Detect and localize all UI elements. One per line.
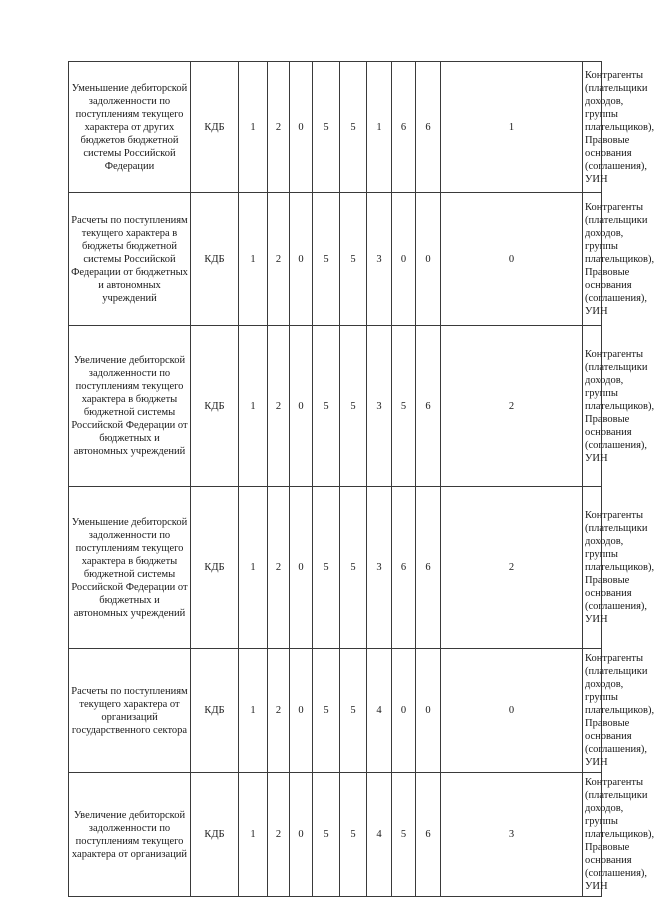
row-digit: 5 <box>392 326 416 487</box>
row-description: Увеличение дебиторской задолженности по поступлениям текущего характера от организаций <box>69 773 191 897</box>
row-digit: 0 <box>290 773 313 897</box>
row-analytics: Контрагенты (плательщики доходов, группы плательщиков), Правовые основания (соглашения), УИН <box>583 487 602 649</box>
row-digit: 5 <box>340 773 367 897</box>
row-digit: 2 <box>268 62 290 193</box>
table-row <box>69 773 602 897</box>
row-digit: 3 <box>367 326 392 487</box>
row-digit: 5 <box>313 649 340 773</box>
row-digit: 6 <box>392 62 416 193</box>
row-analytics: Контрагенты (плательщики доходов, группы плательщиков), Правовые основания (соглашения), УИН <box>583 193 602 326</box>
row-digit: 5 <box>340 193 367 326</box>
row-digit: 5 <box>313 62 340 193</box>
table-row <box>69 326 602 487</box>
row-digit: 1 <box>239 193 268 326</box>
row-analytics: Контрагенты (плательщики доходов, группы плательщиков), Правовые основания (соглашения), УИН <box>583 62 602 193</box>
row-analytics: Контрагенты (плательщики доходов, группы плательщиков), Правовые основания (соглашения), УИН <box>583 773 602 897</box>
row-code: КДБ <box>191 773 239 897</box>
row-analytics: Контрагенты (плательщики доходов, группы плательщиков), Правовые основания (соглашения), УИН <box>583 649 602 773</box>
row-digit: 0 <box>392 193 416 326</box>
row-digit: 2 <box>441 326 583 487</box>
accounts-table <box>68 61 654 897</box>
row-digit: 0 <box>416 193 441 326</box>
row-digit: 0 <box>290 193 313 326</box>
row-digit: 2 <box>268 773 290 897</box>
row-digit: 4 <box>367 773 392 897</box>
row-digit: 2 <box>268 649 290 773</box>
table-row <box>69 62 602 193</box>
row-description: Расчеты по поступлениям текущего характера в бюджеты бюджетной системы Российской Федерации от бюджетных и автономных учреждений <box>69 193 191 326</box>
row-digit: 1 <box>239 773 268 897</box>
row-digit: 0 <box>290 649 313 773</box>
row-code: КДБ <box>191 62 239 193</box>
row-digit: 0 <box>416 649 441 773</box>
row-digit: 1 <box>239 487 268 649</box>
row-digit: 2 <box>268 326 290 487</box>
row-digit: 1 <box>239 62 268 193</box>
row-digit: 0 <box>441 193 583 326</box>
table-row <box>69 649 602 773</box>
row-digit: 1 <box>239 326 268 487</box>
row-digit: 3 <box>441 773 583 897</box>
row-digit: 6 <box>392 487 416 649</box>
row-digit: 5 <box>340 326 367 487</box>
row-digit: 6 <box>416 62 441 193</box>
row-digit: 4 <box>367 649 392 773</box>
row-code: КДБ <box>191 487 239 649</box>
row-description: Расчеты по поступлениям текущего характера от организаций государственного сектора <box>69 649 191 773</box>
row-digit: 3 <box>367 193 392 326</box>
row-code: КДБ <box>191 326 239 487</box>
table-row <box>69 487 602 649</box>
row-description: Увеличение дебиторской задолженности по поступлениям текущего характера в бюджеты бюджетной системы Российской Федерации от бюджетных и автономных учреждений <box>69 326 191 487</box>
row-digit: 5 <box>313 487 340 649</box>
row-digit: 1 <box>441 62 583 193</box>
row-description: Уменьшение дебиторской задолженности по поступлениям текущего характера в бюджеты бюджетной системы Российской Федерации от бюджетных и автономных учреждений <box>69 487 191 649</box>
table-row <box>69 193 602 326</box>
row-digit: 0 <box>290 487 313 649</box>
row-digit: 5 <box>340 487 367 649</box>
row-digit: 5 <box>340 649 367 773</box>
row-digit: 2 <box>268 193 290 326</box>
row-digit: 6 <box>416 326 441 487</box>
row-code: КДБ <box>191 193 239 326</box>
row-description: Уменьшение дебиторской задолженности по поступлениям текущего характера от других бюджетов бюджетной системы Российской Федерации <box>69 62 191 193</box>
row-analytics: Контрагенты (плательщики доходов, группы плательщиков), Правовые основания (соглашения), УИН <box>583 326 602 487</box>
row-digit: 5 <box>313 326 340 487</box>
row-digit: 5 <box>313 193 340 326</box>
row-digit: 0 <box>441 649 583 773</box>
row-digit: 6 <box>416 487 441 649</box>
row-digit: 0 <box>290 326 313 487</box>
row-digit: 2 <box>441 487 583 649</box>
row-digit: 0 <box>290 62 313 193</box>
row-digit: 5 <box>340 62 367 193</box>
row-digit: 0 <box>392 649 416 773</box>
row-digit: 1 <box>239 649 268 773</box>
row-digit: 6 <box>416 773 441 897</box>
row-digit: 1 <box>367 62 392 193</box>
row-digit: 3 <box>367 487 392 649</box>
row-code: КДБ <box>191 649 239 773</box>
row-digit: 5 <box>392 773 416 897</box>
row-digit: 5 <box>313 773 340 897</box>
row-digit: 2 <box>268 487 290 649</box>
